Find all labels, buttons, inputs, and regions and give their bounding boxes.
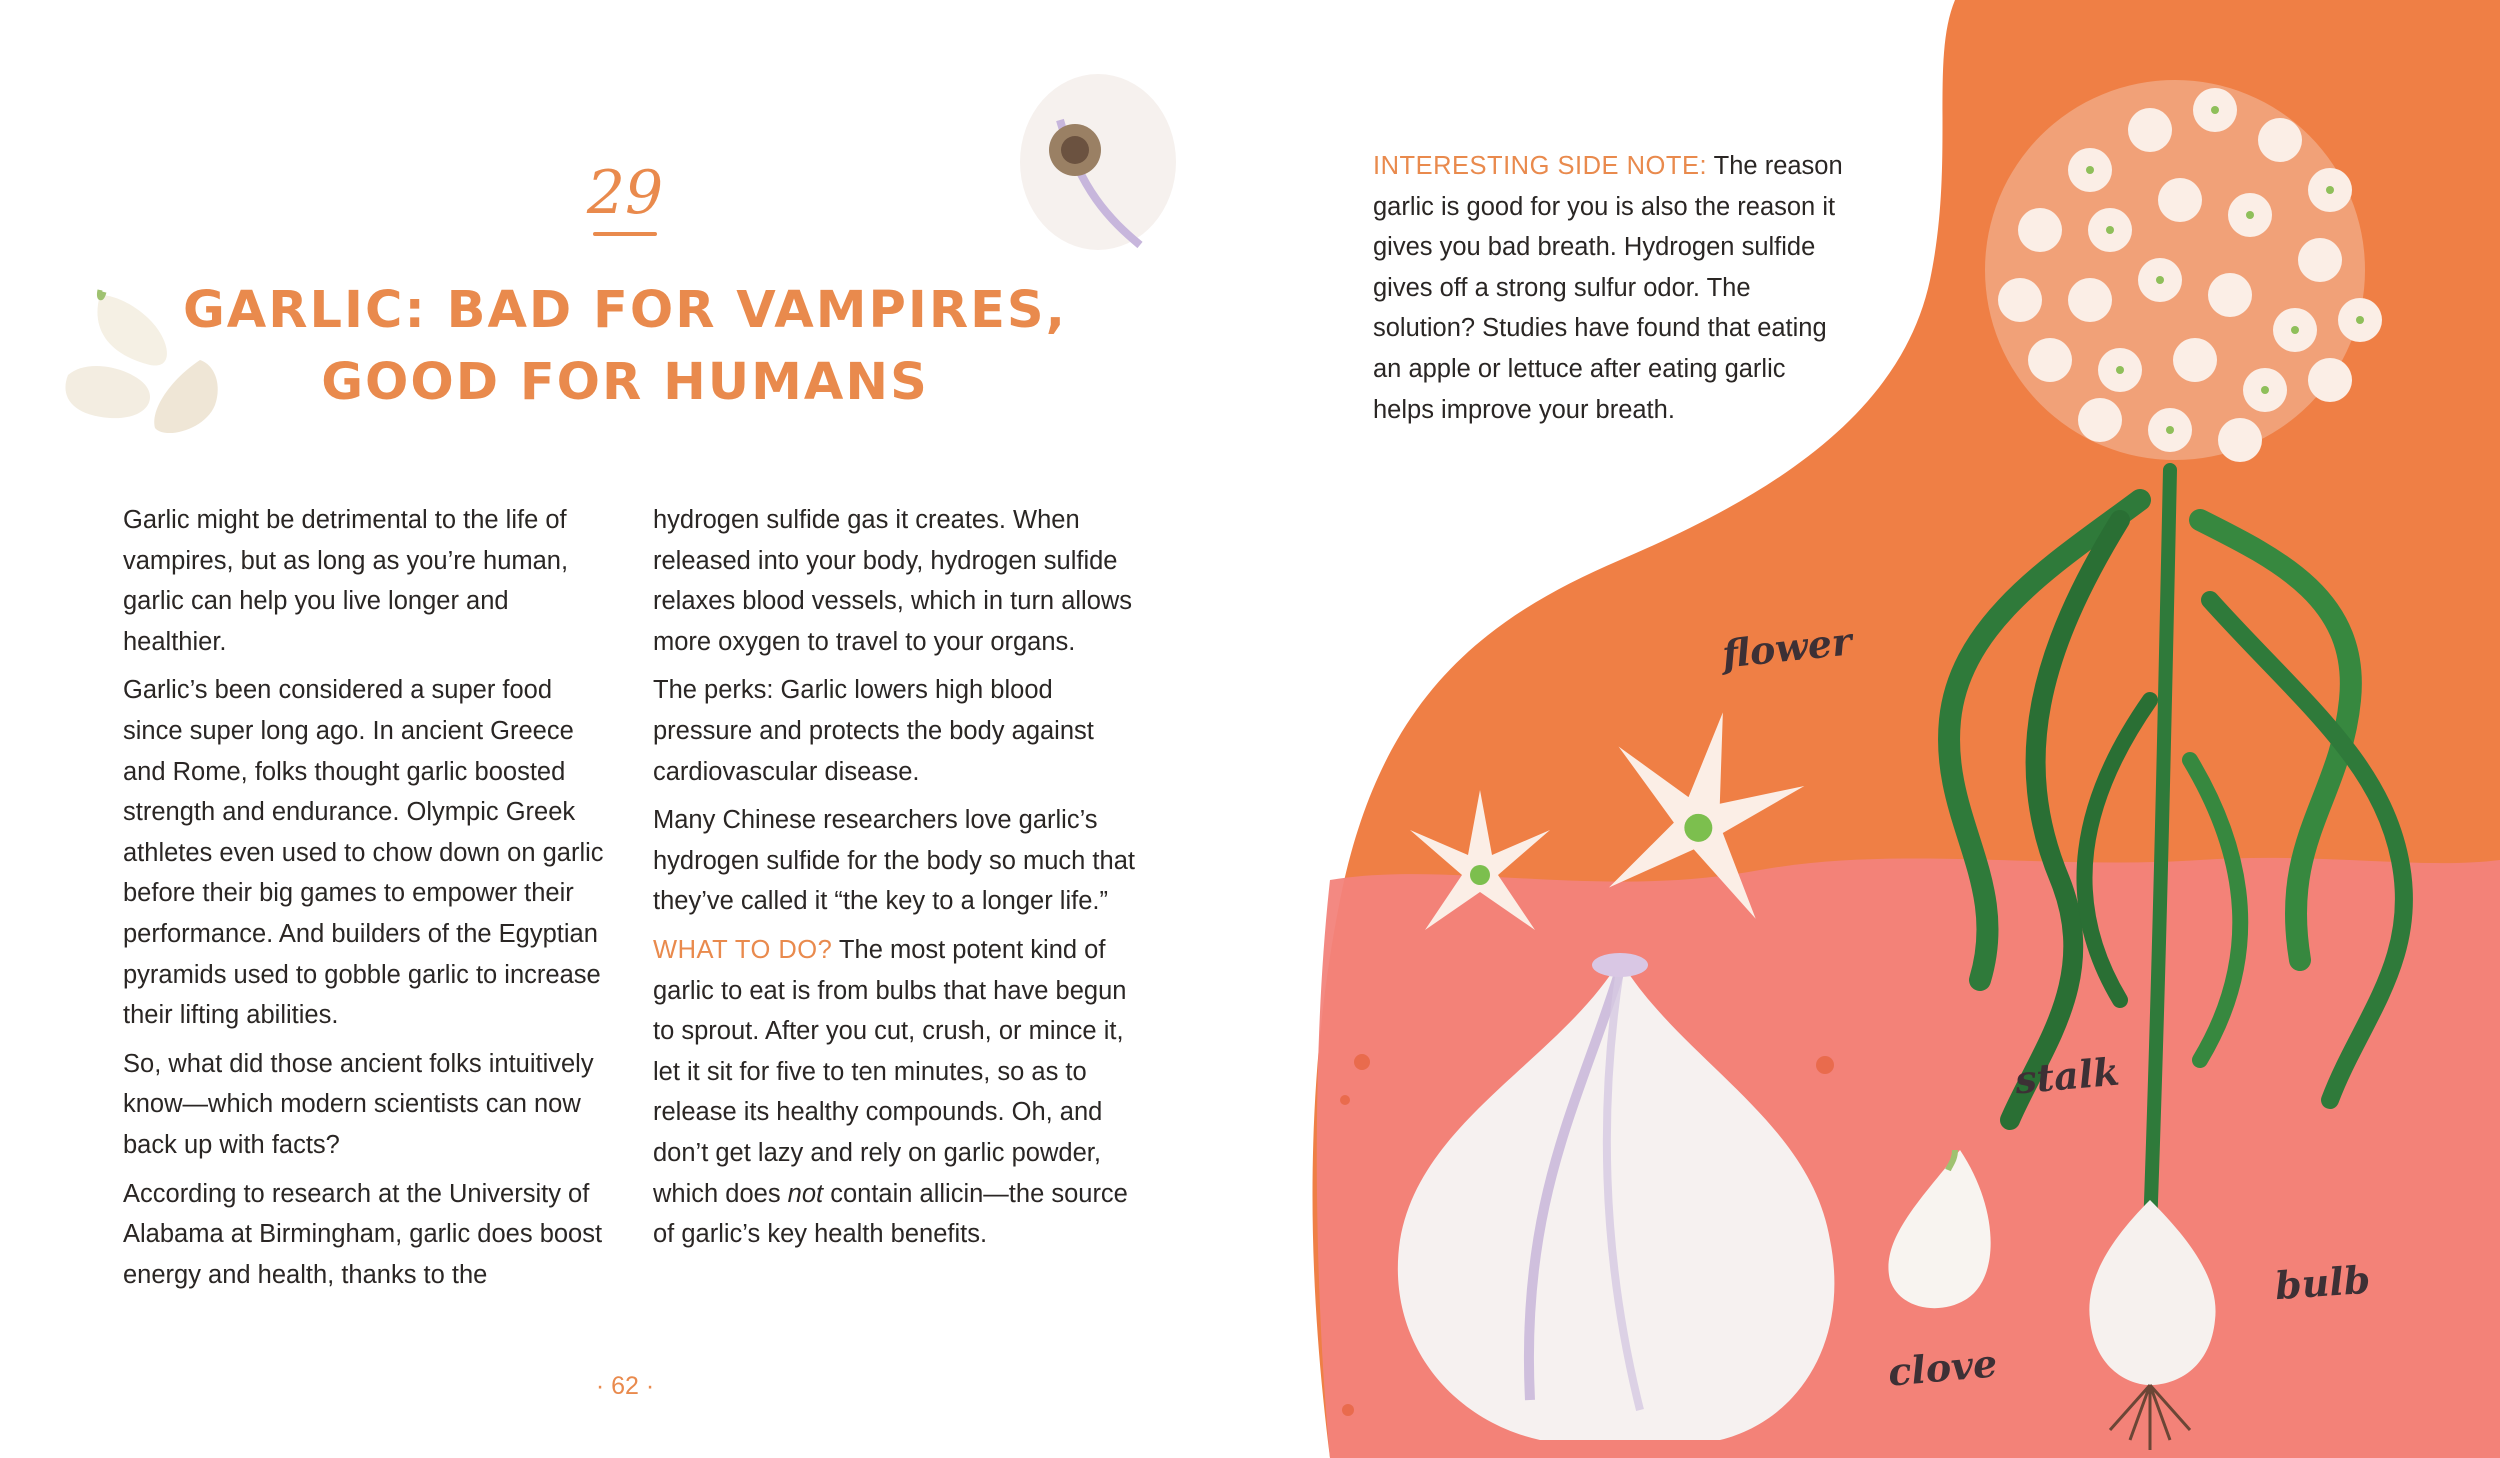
side-note-label: INTERESTING SIDE NOTE: bbox=[1373, 152, 1708, 180]
body-column-1 bbox=[123, 500, 613, 1303]
paragraph: So, what did those ancient folks intuitively know—which modern scientists can now back up with facts? bbox=[123, 1049, 594, 1159]
stalk-label: stalk bbox=[2013, 1048, 2122, 1103]
paragraph: hydrogen sulfide gas it creates. When released into your body, hydrogen sulfide relaxes blood vessels, which in turn allows more oxygen to travel to your organs. bbox=[653, 506, 1133, 656]
paragraph: Garlic’s been considered a super food since super long ago. In ancient Greece and Rome, folks thought garlic boosted strength and endurance. Olympic Greek athletes even used to chow down on garlic before their big games to empower their performance. And builders of the Egyptian pyramids used to gobble garlic to increase their lifting abilities. bbox=[123, 676, 604, 1030]
chapter-title-line-2: GOOD FOR HUMANS bbox=[321, 353, 929, 412]
chapter-number-underline bbox=[593, 232, 657, 236]
paragraph: Many Chinese researchers love garlic’s hydrogen sulfide for the body so much that they’ve called it “the key to a longer life.” bbox=[653, 806, 1135, 916]
paragraph: According to research at the University of Alabama at Birmingham, garlic does boost energy and health, thanks to the bbox=[123, 1179, 603, 1289]
page-number: · 62 · bbox=[595, 1372, 655, 1400]
body-column-2 bbox=[653, 500, 1153, 1263]
side-note bbox=[1373, 146, 1853, 430]
clove-label: clove bbox=[1886, 1340, 1999, 1395]
flower-label: flower bbox=[1720, 618, 1854, 677]
paragraph: Garlic might be detrimental to the life of vampires, but as long as you’re human, garlic can help you live longer and healthier. bbox=[123, 506, 569, 656]
what-to-do-label: WHAT TO DO? bbox=[653, 935, 833, 964]
chapter-title-line-1: GARLIC: BAD FOR VAMPIRES, bbox=[182, 281, 1068, 340]
chapter-title bbox=[120, 275, 1130, 419]
chapter-number: 29 bbox=[586, 158, 664, 228]
what-to-do-paragraph bbox=[653, 930, 1153, 1255]
what-to-do-text: The most potent kind of garlic to eat is from bulbs that have begun to sprout. After you cut, crush, or mince it, let it sit for five to ten minutes, so as to release its healthy compounds. Oh, and don’t get lazy and rely on garlic powder, which does bbox=[653, 935, 1127, 1208]
paragraph: The perks: Garlic lowers high blood pressure and protects the body against cardiovascular disease. bbox=[653, 676, 1094, 786]
emphasis-text: not bbox=[787, 1179, 824, 1208]
what-to-do-text-end: contain allicin—the source of garlic’s key health benefits. bbox=[653, 1179, 1128, 1249]
side-note-text: The reason garlic is good for you is also the reason it gives you bad breath. Hydrogen sulfide gives off a strong sulfur odor. The solution? Studies have found that eating an apple or lettuce after eating garlic helps improve your breath. bbox=[1373, 152, 1843, 424]
bulb-label: bulb bbox=[2273, 1256, 2372, 1309]
